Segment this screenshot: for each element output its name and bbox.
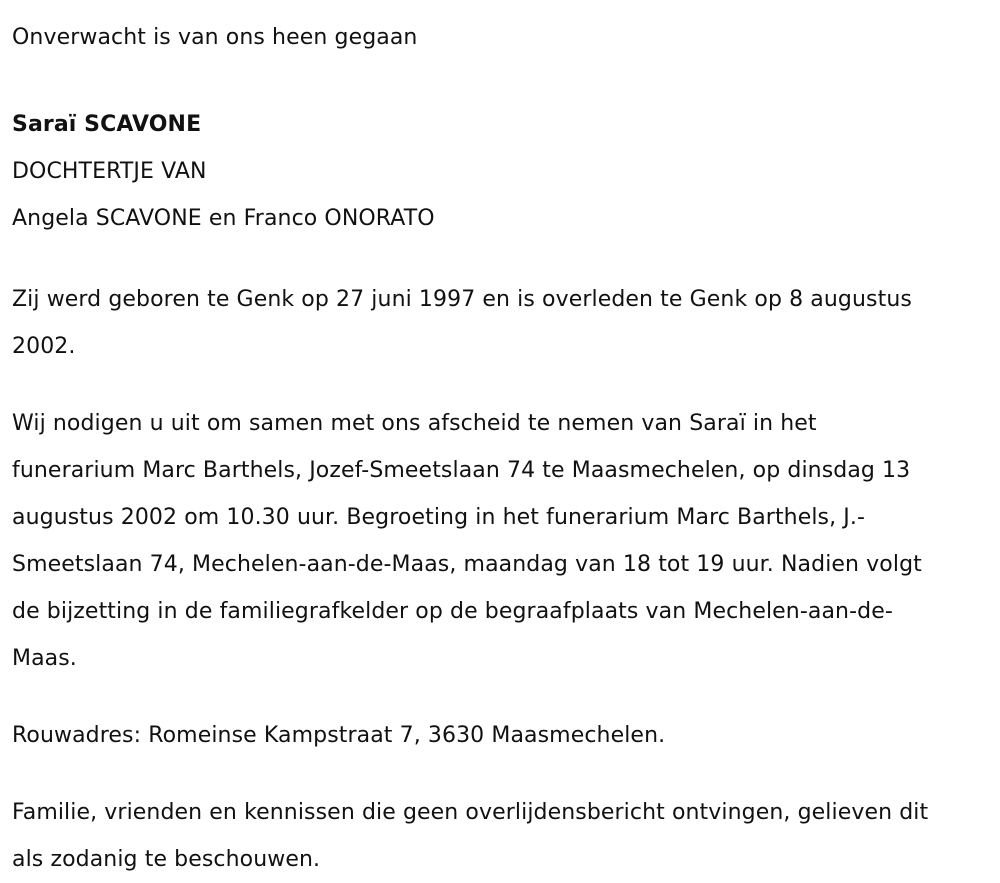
spacer (12, 370, 945, 400)
parents-names: Angela SCAVONE en Franco ONORATO (12, 206, 435, 231)
spacer (12, 242, 945, 276)
closing-paragraph: Familie, vrienden en kennissen die geen overlijdensbericht ontvingen, gelieven dit als zodanig te beschouwen. (12, 800, 929, 872)
deceased-block (12, 101, 945, 242)
ceremony-paragraph: Wij nodigen u uit om samen met ons afscheid te nemen van Saraï in het funerarium Marc Barthels, Jozef-Smeetslaan 74 te Maasmechelen, op dinsdag 13 augustus 2002 om 10.30 uur. Begroeting in het funerarium Marc Barthels, J.-Smeetslaan 74, Mechelen-aan-de-Maas, maandag van 18 tot 19 uur. Nadien volgt de bijzetting in de familiegrafkelder op de begraafplaats van Mechelen-aan-de-Maas. (12, 411, 922, 671)
deceased-name: Saraï SCAVONE (12, 112, 202, 137)
spacer (12, 61, 945, 101)
birth-death-paragraph: Zij werd geboren te Genk op 27 juni 1997 en is overleden te Genk op 8 augustus 2002. (12, 287, 912, 359)
opening-line: Onverwacht is van ons heen gegaan (12, 25, 418, 50)
relation-label: DOCHTERTJE VAN (12, 159, 207, 184)
spacer (12, 759, 945, 789)
mourning-address: Rouwadres: Romeinse Kampstraat 7, 3630 Maasmechelen. (12, 723, 666, 748)
spacer (12, 682, 945, 712)
